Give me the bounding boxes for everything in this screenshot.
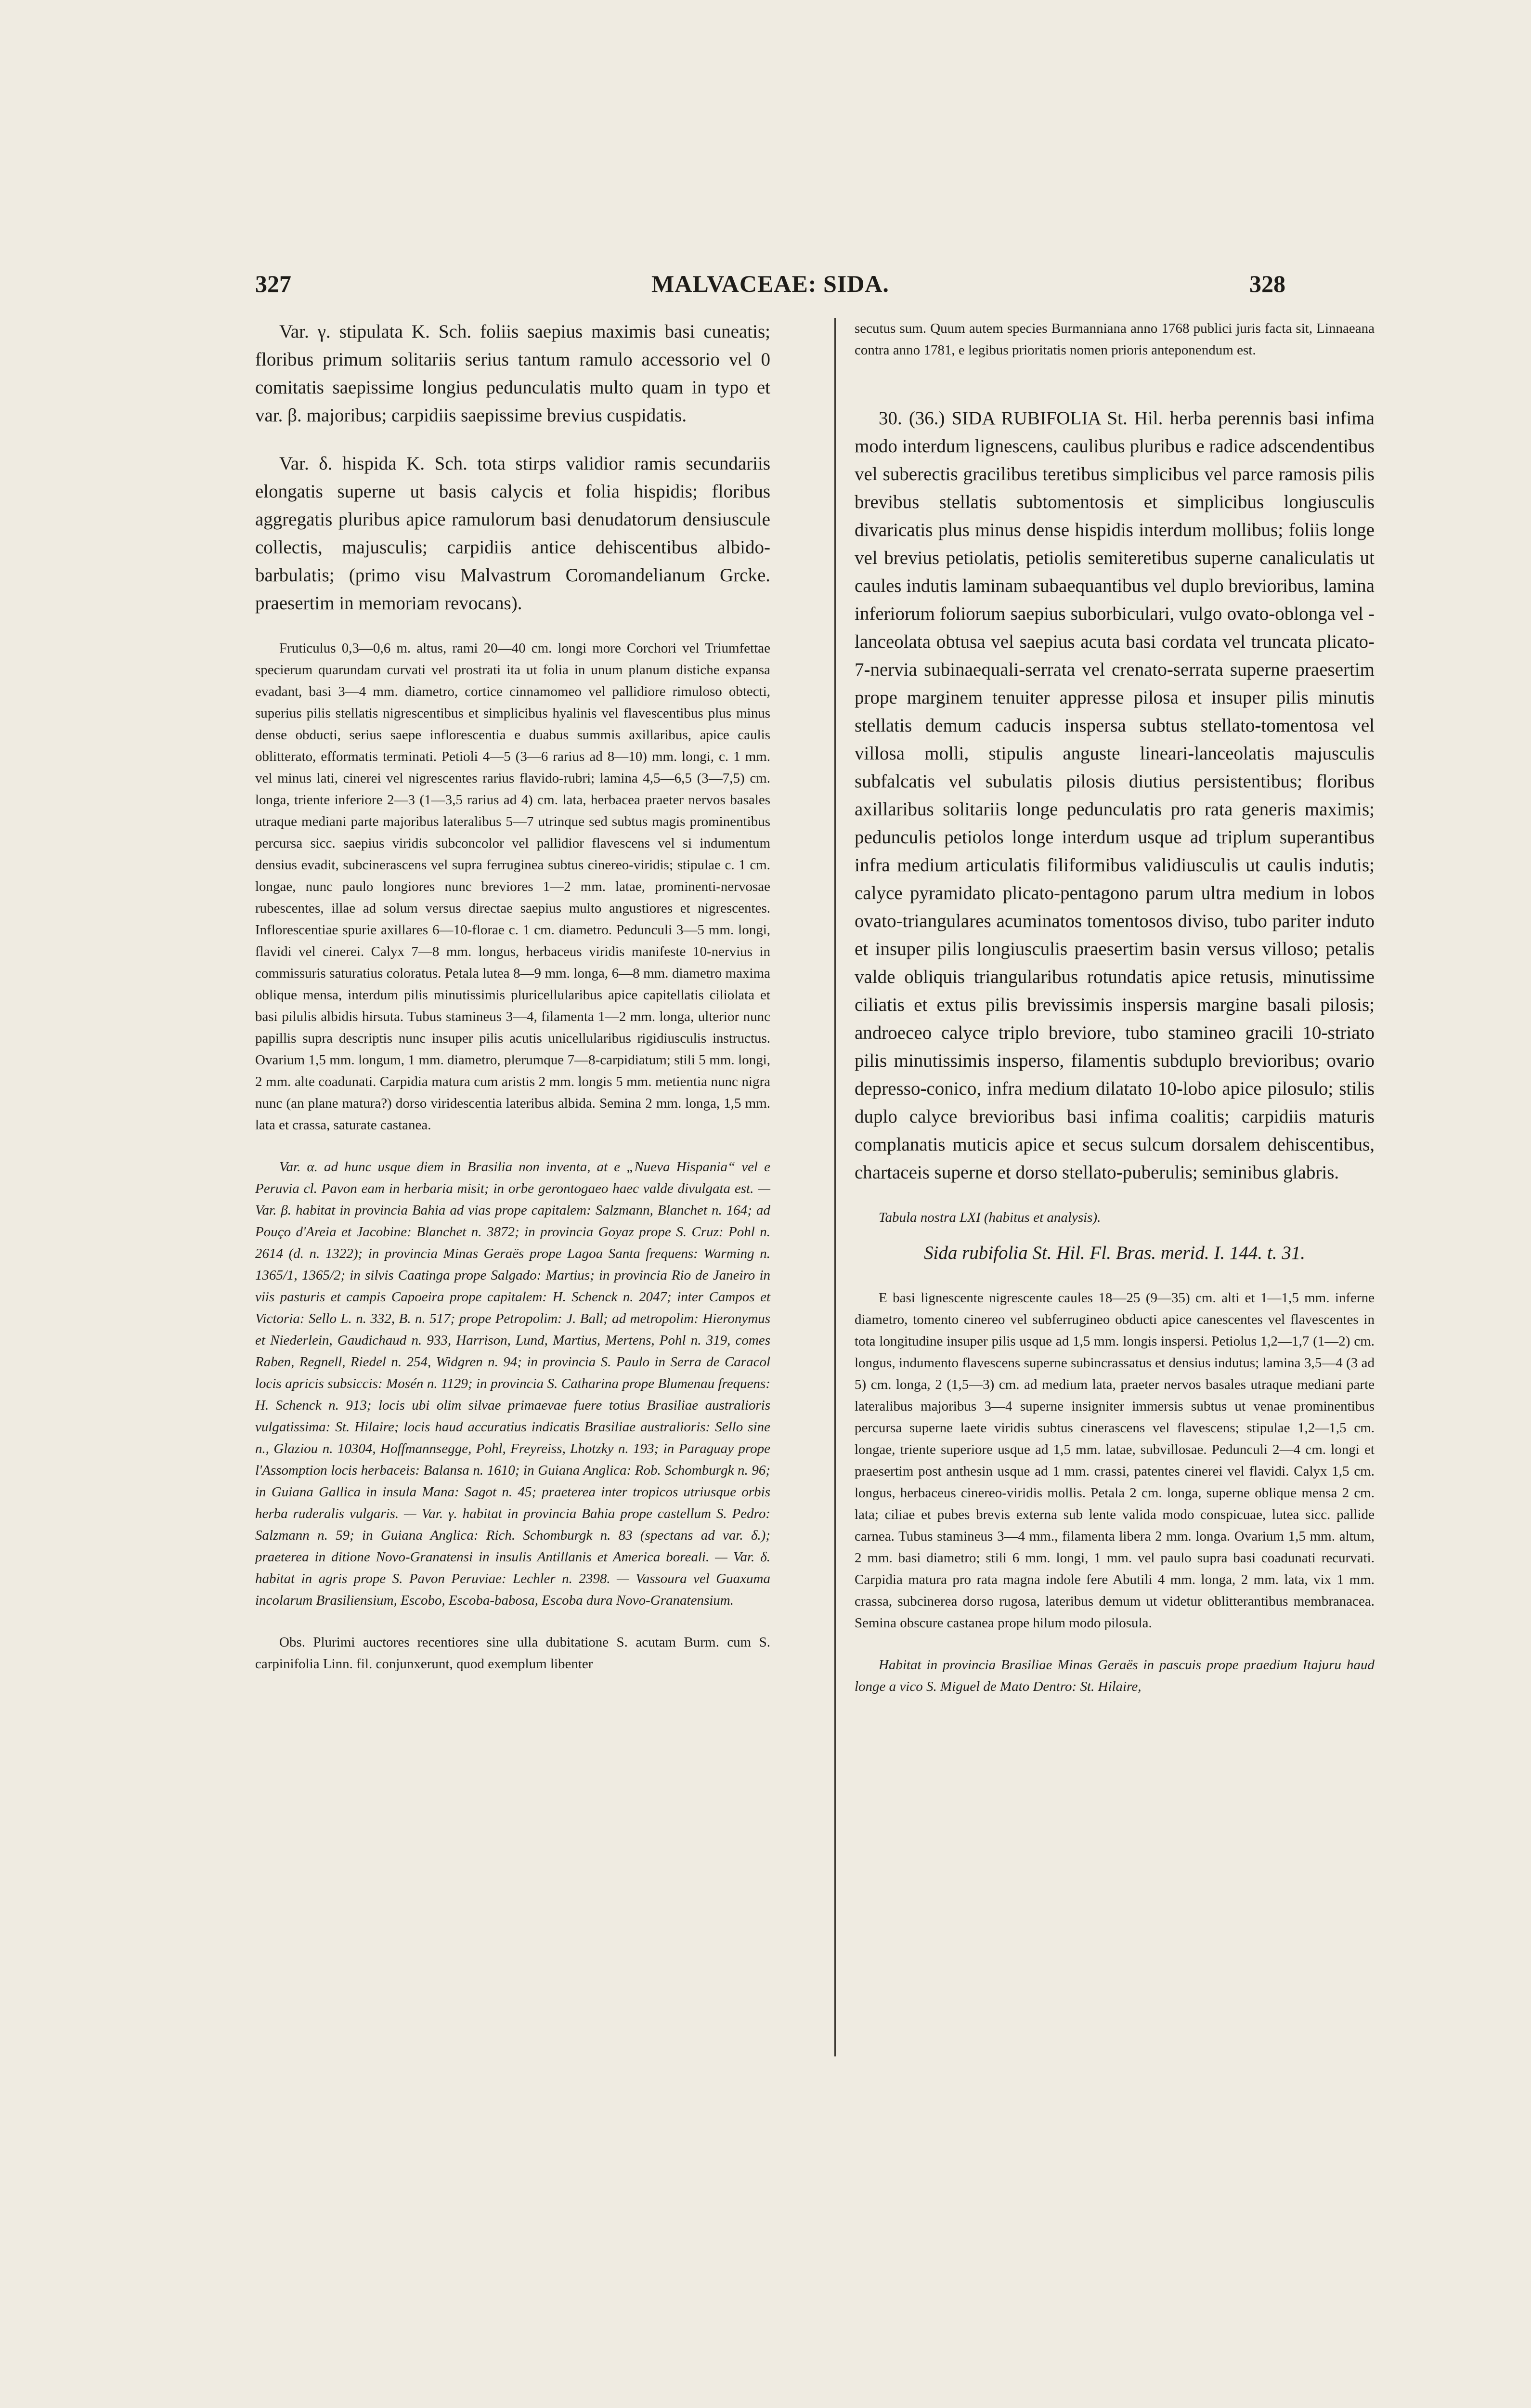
variety-delta-paragraph: Var. δ. hispida K. Sch. tota stirps validior ramis secundariis elongatis superne ut basis calycis et folia hispidis; floribus aggregatis pluribus apice ramulorum basi denudatorum densiuscule collectis, majusculis; carpidiis antice dehiscentibus albido-barbulatis; (primo visu Malvastrum Coromandelianum Grcke. praesertim in memoriam revocans). — [255, 453, 770, 614]
description-paragraph: Fruticulus 0,3—0,6 m. altus, rami 20—40 cm. longi more Corchori vel Triumfettae specierum quarundam curvati vel prostrati ita ut folia in unum planum distiche expansa evadant, basi 3—4 mm. diametro, cortice cinnamomeo vel pallidiore rimuloso obtecti, superius pilis stellatis nigrescentibus et simplicibus hyalinis vel flavescentibus plus minus dense obducti, serius saepe inflorescentia e duabus summis axillaribus, apice caulis oblitterato, efformatis terminati. Petioli 4—5 (3—6 rarius ad 8—10) mm. longi, c. 1 mm. vel minus lati, cinerei vel nigrescentes rarius flavido-rubri; lamina 4,5—6,5 (3—7,5) cm. longa, triente inferiore 2—3 (1—3,5 rarius ad 4) cm. lata, herbacea praeter nervos basales utraque mediani parte majoribus lateralibus 5—7 utrinque sed subtus magis prominentibus percursa sicc. saepius viridis subconcolor vel pallidior flavescens vel si indumentum densius evadit, subcinerascens vel supra ferruginea subtus cinereo-viridis; stipulae c. 1 cm. longae, nunc paulo longiores nunc breviores 1—2 mm. latae, prominenti-nervosae rubescentes, illae ad solum versus directae saepius multo angustiores et nigrescentes. Inflorescentiae spurie axillares 6—10-florae c. 1 cm. diametro. Pedunculi 3—5 mm. longi, flavidi vel cinerei. Calyx 7—8 mm. longus, herbaceus viridis manifeste 10-nervius in commissuris saturatius coloratus. Petala lutea 8—9 mm. longa, 6—8 mm. diametro maxima oblique mensa, interdum pilis minutissimis pluricellularibus apice capitellatis ciliolata et basi pilulis albidis hirsuta. Tubus stamineus 3—4, filamenta 1—2 mm. longa, ulterior nunc papillis supra descriptis nunc insuper pilis acutis unicellularibus rigidiusculis instructus. Ovarium 1,5 mm. longum, 1 mm. diametro, plerumque 7—8-carpidiatum; stili 5 mm. longi, 2 mm. alte coadunati. Carpidia matura cum aristis 2 mm. longis 5 mm. metientia nunc nigra nunc (an plane matura?) dorso viridescentia lateribus albida. Semina 2 mm. longa, 1,5 mm. lata et crassa, saturate castanea. — [255, 641, 770, 1133]
obs-paragraph: Obs. Plurimi auctores recentiores sine ulla dubitatione S. acutam Burm. cum S. carpinifolia Linn. fil. conjunxerunt, quod exemplum libenter — [255, 1635, 770, 1672]
species-paragraph: 30. (36.) SIDA RUBIFOLIA St. Hil. herba perennis basi infima modo interdum lignescens, caulibus pluribus e radice adscendentibus vel suberectis gracilibus teretibus simplicibus vel parce ramosis pilis brevibus stellatis subtomentosis et simplicibus longiusculis divaricatis plus minus dense hispidis interdum mollibus; foliis longe vel brevius petiolatis, petiolis semiteretibus superne canaliculatis ut caules indutis laminam subaequantibus vel duplo brevioribus, lamina inferiorum foliorum saepius suborbiculari, vulgo ovato-oblonga vel -lanceolata obtusa vel saepius acuta basi cordata vel truncata plicato-7-nervia subinaequali-serrata vel crenato-serrata superne praesertim prope marginem tenuiter appresse pilosa et insuper pilis minutis stellatis demum caducis inspersa subtus stellato-tomentosa vel villosa molli, stipulis anguste lineari-lanceolatis majusculis subfalcatis vel subulatis pilosis diutius persistentibus; floribus axillaribus solitariis longe pedunculatis pro rata generis maximis; pedunculis petiolos longe interdum usque ad triplum superantibus infra medium articulatis filiformibus validiusculis ut caulis indutis; calyce pyramidato plicato-pentagono parum ultra medium in lobos ovato-triangulares acuminatos tomentosos diviso, tubo pariter induto et insuper pilis longiusculis praesertim basin versus villoso; petalis valde obliquis triangularibus rotundatis apice retusis, minutissime ciliatis et extus pilis brevissimis inspersis margine basali pilosis; androeceo calyce triplo breviore, tubo stamineo gracili 10-striato pilis minutissimis insperso, filamentis subduplo brevioribus; ovario depresso-conico, infra medium dilatato 10-lobo apice pilosulo; stilis duplo calyce brevioribus basi infima coalitis; carpidiis maturis complanatis muticis apice et secus sulcum dorsalem dehiscentibus, chartaceis superne et dorso stellato-puberulis; seminibus glabris. — [855, 408, 1375, 1183]
reference-line: Sida rubifolia St. Hil. Fl. Bras. merid. I. 144. t. 31. — [924, 1243, 1305, 1263]
column-divider — [834, 318, 836, 2056]
habitat-paragraph: Var. α. ad hunc usque diem in Brasilia non inventa, at e „Nueva Hispania“ vel e Peruvia cl. Pavon eam in herbaria misit; in orbe gerontogaeo haec valde divulgata est. — Var. β. habitat in provincia Bahia ad vias prope capitalem: Salzmann, Blanchet n. 164; ad Pouço d'Areia et Jacobine: Blanchet n. 3872; in provincia Goyaz prope S. Cruz: Pohl n. 2614 (d. n. 1322); in provincia Minas Geraës prope Lagoa Santa frequens: Warming n. 1365/1, 1365/2; in silvis Caatinga prope Salgado: Martius; in provincia Rio de Janeiro in viis pasturis et campis Capoeira prope capitalem: H. Schenck n. 2047; inter Campos et Victoria: Sello L. n. 332, B. n. 517; prope Petropolim: J. Ball; ad metropolim: Hieronymus et Niederlein, Gaudichaud n. 933, Harrison, Lund, Martius, Mertens, Pohl n. 319, comes Raben, Regnell, Riedel n. 254, Widgren n. 94; in provincia S. Paulo in Serra de Caracol locis apricis subsiccis: Mosén n. 1129; in provincia S. Catharina prope Blumenau frequens: H. Schenck n. 913; locis ubi olim silvae primaevae fuere totius Brasiliae australioris vulgatissima: St. Hilaire; locis haud accuratius indicatis Brasiliae australioris: Sello sine n., Glaziou n. 10304, Hoffmannsegge, Pohl, Freyreiss, Lhotzky n. 193; in Paraguay prope l'Assomption locis herbaceis: Balansa n. 1610; in Guiana Anglica: Rob. Schomburgk n. 96; in Guiana Gallica in insula Mana: Sagot n. 45; praeterea inter tropicos utriusque orbis herba ruderalis vulgaris. — Var. γ. habitat in provincia Bahia prope castellum S. Pedro: Salzmann n. 59; in Guiana Anglica: Rich. Schomburgk n. 83 (spectans ad var. δ.); praeterea in ditione Novo-Granatensi in insulis Antillanis et America boreali. — Var. δ. habitat in agris prope S. Pavon Peruviae: Lechler n. 2398. — Vassoura vel Guaxuma incolarum Brasiliensium, Escobo, Escoba-babosa, Escoba dura Novo-Granatensium. — [255, 1159, 770, 1608]
species-habitat-paragraph: Habitat in provincia Brasiliae Minas Geraës in pascuis prope praedium Itajuru haud longe a vico S. Miguel de Mato Dentro: St. Hilaire, — [855, 1657, 1375, 1694]
species-description-paragraph: E basi lignescente nigrescente caules 18—25 (9—35) cm. alti et 1—1,5 mm. inferne diametro, tomento cinereo vel subferrugineo obducti apice canescentes vel flavescentes in tota longitudine insuper pilis usque ad 1,5 mm. longis inspersi. Petiolus 1,2—1,7 (1—2) cm. longus, indumento flavescens superne subincrassatus et densius indutus; lamina 3,5—4 (3 ad 5) cm. longa, 2 (1,5—3) cm. ad medium lata, praeter nervos basales utraque mediani parte lateralibus majoribus 3—4 superne insigniter immersis subtus ut venae prominentibus percursa superne laete viridis subtus cinerascens vel flavescens; stipulae 1,2—1,5 cm. longae, triente superiore usque ad 1,5 mm. latae, subvillosae. Pedunculi 2—4 cm. longi et praesertim post anthesin usque ad 1 mm. crassi, patentes cinerei vel flavidi. Calyx 1,5 cm. longus, herbaceus cinereo-viridis mollis. Petala 2 cm. longa, superne oblique mensa 2 cm. lata; ciliae et pubes brevis externa sub lente valida modo conspicuae, lutea sicc. pallide carnea. Tubus stamineus 3—4 mm., filamenta libera 2 mm. longa. Ovarium 1,5 mm. altum, 2 mm. basi diametro; stili 6 mm. longi, 1 mm. vel paulo supra basi coadunati recurvati. Carpidia matura pro rata magna indole fere Abutili 4 mm. longa, 2 mm. lata, vix 1 mm. crassa, subcinerea dorso rugosa, lateribus demum ut videtur oblitterantibus membranacea. Semina obscure castanea prope hilum modo pilosula. — [855, 1290, 1375, 1631]
running-head — [255, 270, 1285, 308]
continuation-paragraph: secutus sum. Quum autem species Burmanniana anno 1768 publici juris facta sit, Linnaeana contra anno 1781, e legibus prioritatis nomen prioris anteponendum est. — [855, 321, 1375, 358]
right-column — [855, 318, 1375, 1698]
variety-gamma-paragraph: Var. γ. stipulata K. Sch. foliis saepius maximis basi cuneatis; floribus primum solitariis serius tantum ramulo accessorio vel 0 comitatis saepissime longius pedunculatis multo quam in typo et var. β. majoribus; carpidiis saepissime brevius cuspidatis. — [255, 321, 770, 426]
page-title: MALVACEAE: SIDA. — [651, 270, 889, 297]
tabula-line: Tabula nostra LXI (habitus et analysis). — [879, 1210, 1101, 1225]
page-number-right: 328 — [1249, 270, 1285, 297]
page-number-left: 327 — [255, 270, 291, 297]
left-column — [255, 318, 770, 1675]
